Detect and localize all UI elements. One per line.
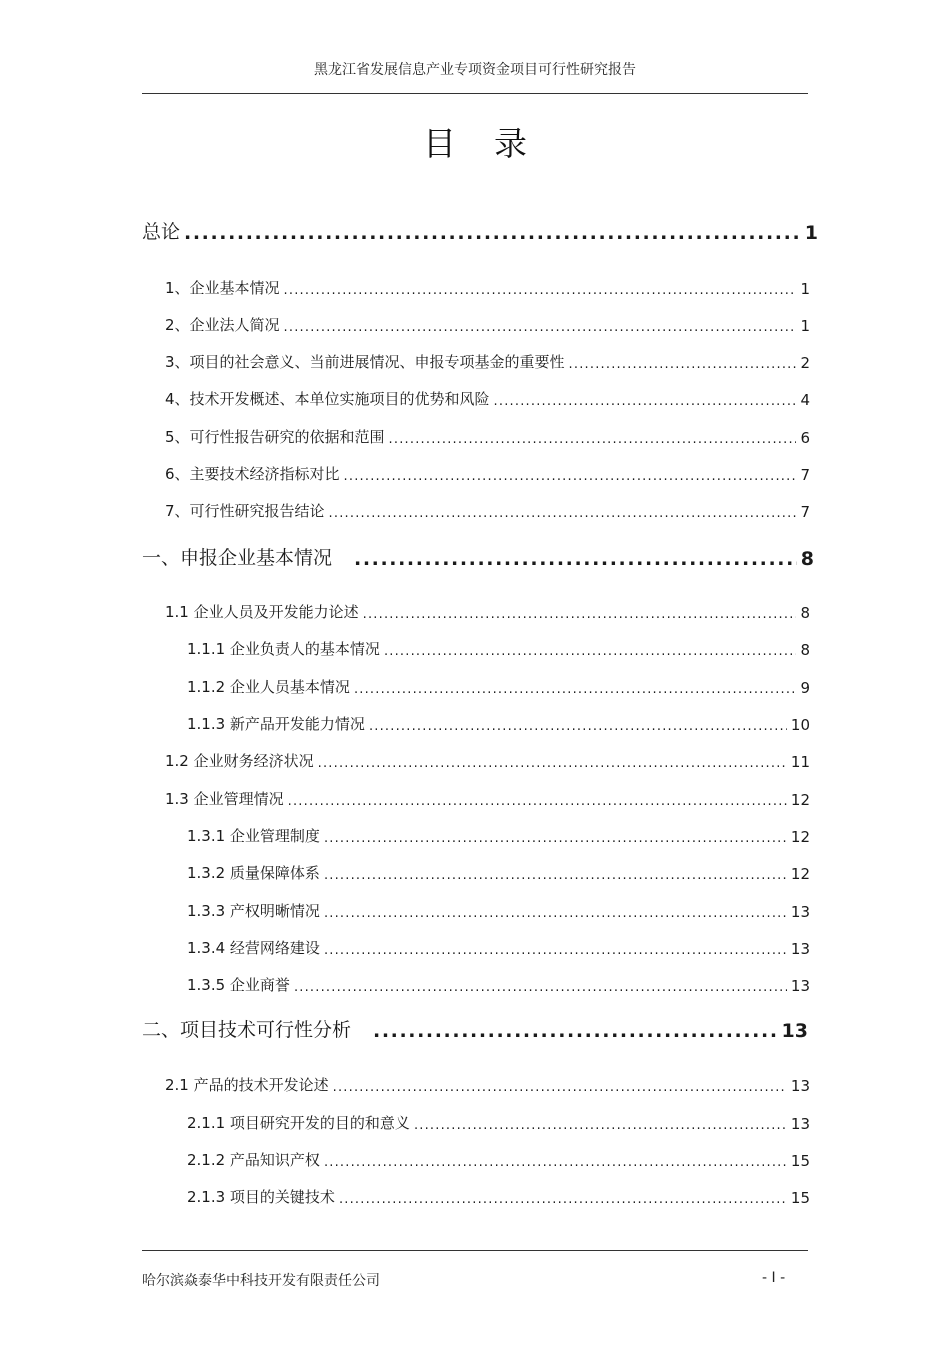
toc-entry-label: 2、企业法人简况 [165, 316, 280, 334]
toc-entry[interactable] [165, 785, 810, 809]
toc-entry-label: 2.1.3 项目的关键技术 [187, 1188, 335, 1206]
toc-leader [288, 791, 787, 809]
toc-entry[interactable] [187, 934, 810, 958]
toc-entry-label: 2.1 产品的技术开发论述 [165, 1076, 329, 1094]
toc-entry-label: 1.1.3 新产品开发能力情况 [187, 715, 365, 733]
toc-entry-label: 1.3.5 企业商誉 [187, 976, 290, 994]
toc-entry[interactable] [165, 311, 810, 335]
toc-entry[interactable] [142, 1018, 808, 1042]
toc-entry-page: 13 [790, 940, 810, 958]
toc-leader [354, 679, 797, 697]
toc-entry[interactable] [165, 423, 810, 447]
toc-entry-label: 2.1.1 项目研究开发的目的和意义 [187, 1114, 410, 1132]
header-divider [142, 93, 808, 94]
toc-leader [284, 317, 797, 335]
toc-entry[interactable] [187, 897, 810, 921]
toc-entry-label: 二、项目技术可行性分析 [142, 1019, 352, 1041]
toc-entry-page: 15 [790, 1189, 810, 1207]
toc-title: 目录 [423, 124, 565, 163]
toc-entry[interactable] [142, 546, 814, 570]
toc-entry[interactable] [142, 220, 818, 244]
toc-entry[interactable] [187, 1146, 810, 1170]
toc-entry-label: 总论 [142, 221, 181, 243]
toc-entry-label: 一、申报企业基本情况 [142, 547, 333, 569]
toc-entry-page: 13 [781, 1020, 808, 1042]
toc-leader [294, 977, 787, 995]
toc-leader [363, 604, 797, 622]
document-header: 黑龙江省发展信息产业专项资金项目可行性研究报告 [314, 62, 636, 78]
toc-entry[interactable] [187, 971, 810, 995]
toc-entry[interactable] [187, 635, 810, 659]
toc-leader [324, 940, 787, 958]
toc-entry[interactable] [187, 822, 810, 846]
toc-entry-label: 1.1.2 企业人员基本情况 [187, 678, 350, 696]
toc-leader [324, 1152, 787, 1170]
toc-entry-page: 15 [790, 1152, 810, 1170]
toc-entry-page: 7 [800, 503, 810, 521]
toc-leader [324, 865, 787, 883]
toc-entry-page: 12 [790, 791, 810, 809]
toc-entry-page: 1 [800, 280, 810, 298]
toc-entry-label: 1.3 企业管理情况 [165, 790, 284, 808]
toc-entry[interactable] [165, 274, 810, 298]
toc-entry-label: 1.1 企业人员及开发能力论述 [165, 603, 359, 621]
toc-entry-page: 13 [790, 903, 810, 921]
toc-entry-page: 8 [800, 548, 814, 570]
toc-entry-page: 11 [790, 753, 810, 771]
toc-entry-page: 12 [790, 828, 810, 846]
toc-entry-page: 4 [800, 391, 810, 409]
toc-leader [184, 222, 801, 244]
toc-entry[interactable] [187, 673, 810, 697]
toc-entry[interactable] [165, 460, 810, 484]
footer-page-number: - I - [762, 1270, 786, 1286]
toc-entry-page: 1 [800, 317, 810, 335]
toc-leader [318, 753, 787, 771]
toc-entry-page: 9 [800, 679, 810, 697]
toc-entry-page: 6 [800, 429, 810, 447]
toc-entry-page: 8 [800, 641, 810, 659]
footer-divider [142, 1250, 808, 1251]
toc-entry[interactable] [187, 710, 810, 734]
toc-entry-page: 13 [790, 1115, 810, 1133]
toc-entry-label: 1.3.3 产权明晰情况 [187, 902, 320, 920]
toc-leader [354, 548, 797, 570]
toc-entry[interactable] [165, 348, 810, 372]
toc-entry-page: 7 [800, 466, 810, 484]
toc-leader [324, 828, 787, 846]
toc-entry-label: 2.1.2 产品知识产权 [187, 1151, 320, 1169]
toc-entry-page: 13 [790, 1077, 810, 1095]
toc-entry-page: 8 [800, 604, 810, 622]
toc-leader [494, 391, 797, 409]
toc-entry[interactable] [187, 859, 810, 883]
toc-entry-page: 10 [790, 716, 810, 734]
toc-entry-label: 1.3.4 经营网络建设 [187, 939, 320, 957]
toc-leader [414, 1115, 787, 1133]
toc-leader [373, 1020, 778, 1042]
toc-entry[interactable] [165, 747, 810, 771]
toc-entry[interactable] [187, 1183, 810, 1207]
toc-entry-label: 1.3.1 企业管理制度 [187, 827, 320, 845]
toc-entry-label: 1.1.1 企业负责人的基本情况 [187, 640, 380, 658]
footer-company: 哈尔滨焱泰华中科技开发有限责任公司 [142, 1273, 380, 1289]
toc-leader [569, 354, 797, 372]
toc-entry-label: 4、技术开发概述、本单位实施项目的优势和风险 [165, 390, 490, 408]
toc-leader [329, 503, 797, 521]
toc-entry-label: 1.2 企业财务经济状况 [165, 752, 314, 770]
toc-entry-label: 5、可行性报告研究的依据和范围 [165, 428, 385, 446]
toc-entry-label: 3、项目的社会意义、当前进展情况、申报专项基金的重要性 [165, 353, 565, 371]
toc-entry-page: 12 [790, 865, 810, 883]
toc-entry-label: 1、企业基本情况 [165, 279, 280, 297]
toc-leader [344, 466, 797, 484]
toc-leader [324, 903, 787, 921]
toc-entry[interactable] [165, 598, 810, 622]
toc-leader [389, 429, 797, 447]
toc-entry-page: 2 [800, 354, 810, 372]
toc-entry-page: 1 [804, 222, 818, 244]
toc-leader [333, 1077, 787, 1095]
toc-entry-label: 6、主要技术经济指标对比 [165, 465, 340, 483]
toc-leader [369, 716, 787, 734]
toc-entry-page: 13 [790, 977, 810, 995]
toc-entry[interactable] [165, 385, 810, 409]
toc-entry[interactable] [187, 1109, 810, 1133]
toc-entry[interactable] [165, 497, 810, 521]
toc-entry[interactable] [165, 1071, 810, 1095]
toc-entry-label: 7、可行性研究报告结论 [165, 502, 325, 520]
toc-leader [384, 641, 797, 659]
toc-leader [284, 280, 797, 298]
toc-leader [339, 1189, 787, 1207]
toc-entry-label: 1.3.2 质量保障体系 [187, 864, 320, 882]
